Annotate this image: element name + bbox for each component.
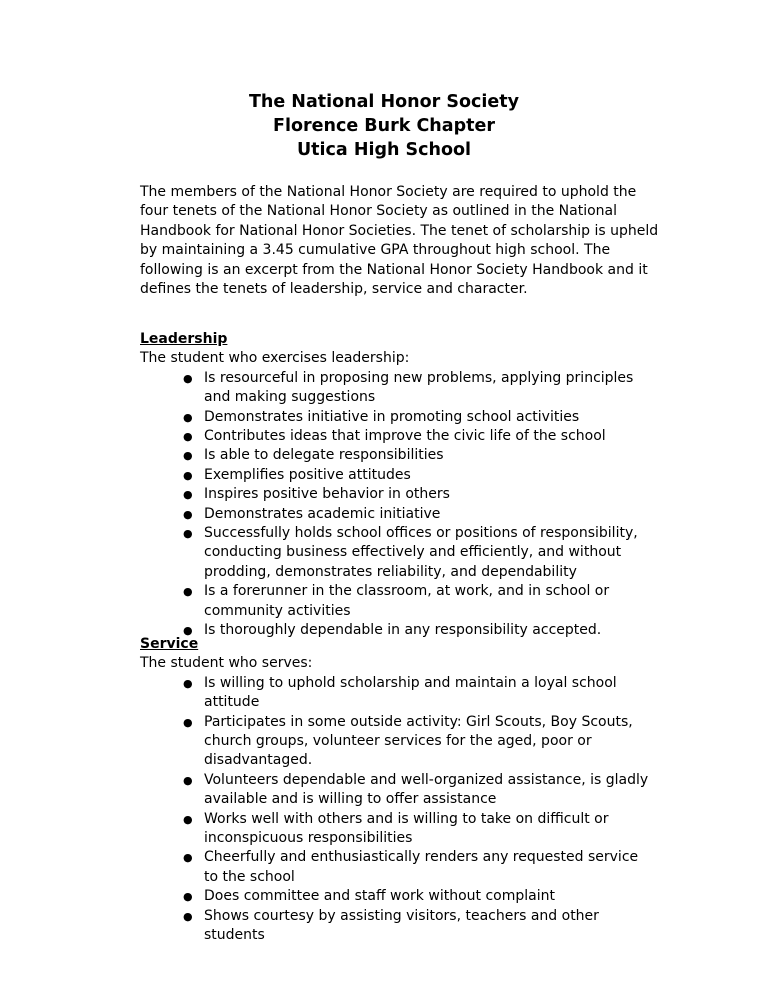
bullet-icon: ● [183,715,193,729]
list-item [183,505,656,524]
list-item [183,771,656,810]
service-section [140,635,680,946]
list-item-text: Successfully holds school offices or positions of responsibility, conducting business effectively and efficiently, and without prodding, demonstrates reliability, and dependability [204,525,638,580]
bullet-icon: ● [183,909,193,923]
leadership-section [140,330,680,641]
section-lead: The student who exercises leadership: [140,350,410,367]
intro-paragraph: The members of the National Honor Society are required to uphold the four tenets of the National Honor Society as outlined in the National Handbook for National Honor Societies. The tenet of scholarship is upheld by maintaining a 3.45 cumulative GPA throughout high school. The following is an excerpt from the National Honor Society Handbook and it defines the tenets of leadership, service and character. [140,184,659,298]
list-item-text: Volunteers dependable and well-organized assistance, is gladly available and is willing to offer assistance [204,771,649,808]
title-chapter: Florence Burk Chapter [273,116,495,136]
bullet-icon: ● [183,488,193,502]
section-heading: Leadership [140,331,228,347]
list-item [183,713,656,771]
title-school: Utica High School [296,140,472,160]
list-item [183,674,656,713]
list-item-text: Shows courtesy by assisting visitors, teachers and other students [204,907,599,944]
list-item-text: Does committee and staff work without complaint [204,888,555,905]
bullet-icon: ● [183,371,193,385]
list-item-text: Cheerfully and enthusiastically renders any requested service to the school [204,849,639,885]
list-item-text: Participates in some outside activity: Girl Scouts, Boy Scouts, church groups, volunteer services for the aged, poor or disadvantaged. [204,713,633,769]
bullet-icon: ● [183,585,193,599]
bullet-icon: ● [183,676,193,690]
list-item-text: Is thoroughly dependable in any responsibility accepted. [204,622,602,639]
document-title [0,90,768,162]
section-lead: The student who serves: [140,655,313,672]
list-item-text: Demonstrates initiative in promoting school activities [204,408,580,425]
list-item [183,485,656,504]
bullet-icon: ● [183,468,193,482]
bullet-icon: ● [183,890,193,904]
list-item-text: Is willing to uphold scholarship and maintain a loyal school attitude [204,674,617,711]
list-item [183,524,656,582]
list-item [183,446,656,465]
bullet-icon: ● [183,507,193,521]
list-item [183,466,656,485]
list-item [183,408,656,427]
list-item [183,887,656,906]
leadership-list [140,369,680,641]
bullet-icon: ● [183,527,193,541]
bullet-icon: ● [183,449,193,463]
list-item-text: Works well with others and is willing to take on difficult or inconspicuous responsibilities [204,810,609,847]
list-item [183,907,656,946]
bullet-icon: ● [183,812,193,826]
bullet-icon: ● [183,430,193,444]
section-heading: Service [140,636,199,652]
bullet-icon: ● [183,851,193,865]
list-item [183,810,656,849]
list-item-text: Contributes ideas that improve the civic life of the school [204,428,606,445]
list-item-text: Is able to delegate responsibilities [204,447,444,464]
list-item-text: Demonstrates academic initiative [204,505,441,522]
list-item [183,848,656,887]
list-item-text: Exemplifies positive attitudes [204,466,411,483]
list-item-text: Inspires positive behavior in others [204,486,450,503]
title-society: The National Honor Society [248,92,520,112]
service-list [140,674,680,946]
list-item [183,582,656,621]
list-item-text: Is resourceful in proposing new problems, applying principles and making suggestions [204,369,634,406]
list-item [183,427,656,446]
list-item-text: Is a forerunner in the classroom, at work, and in school or community activities [204,583,610,619]
bullet-icon: ● [183,773,193,787]
list-item [183,369,656,408]
bullet-icon: ● [183,624,193,638]
bullet-icon: ● [183,410,193,424]
